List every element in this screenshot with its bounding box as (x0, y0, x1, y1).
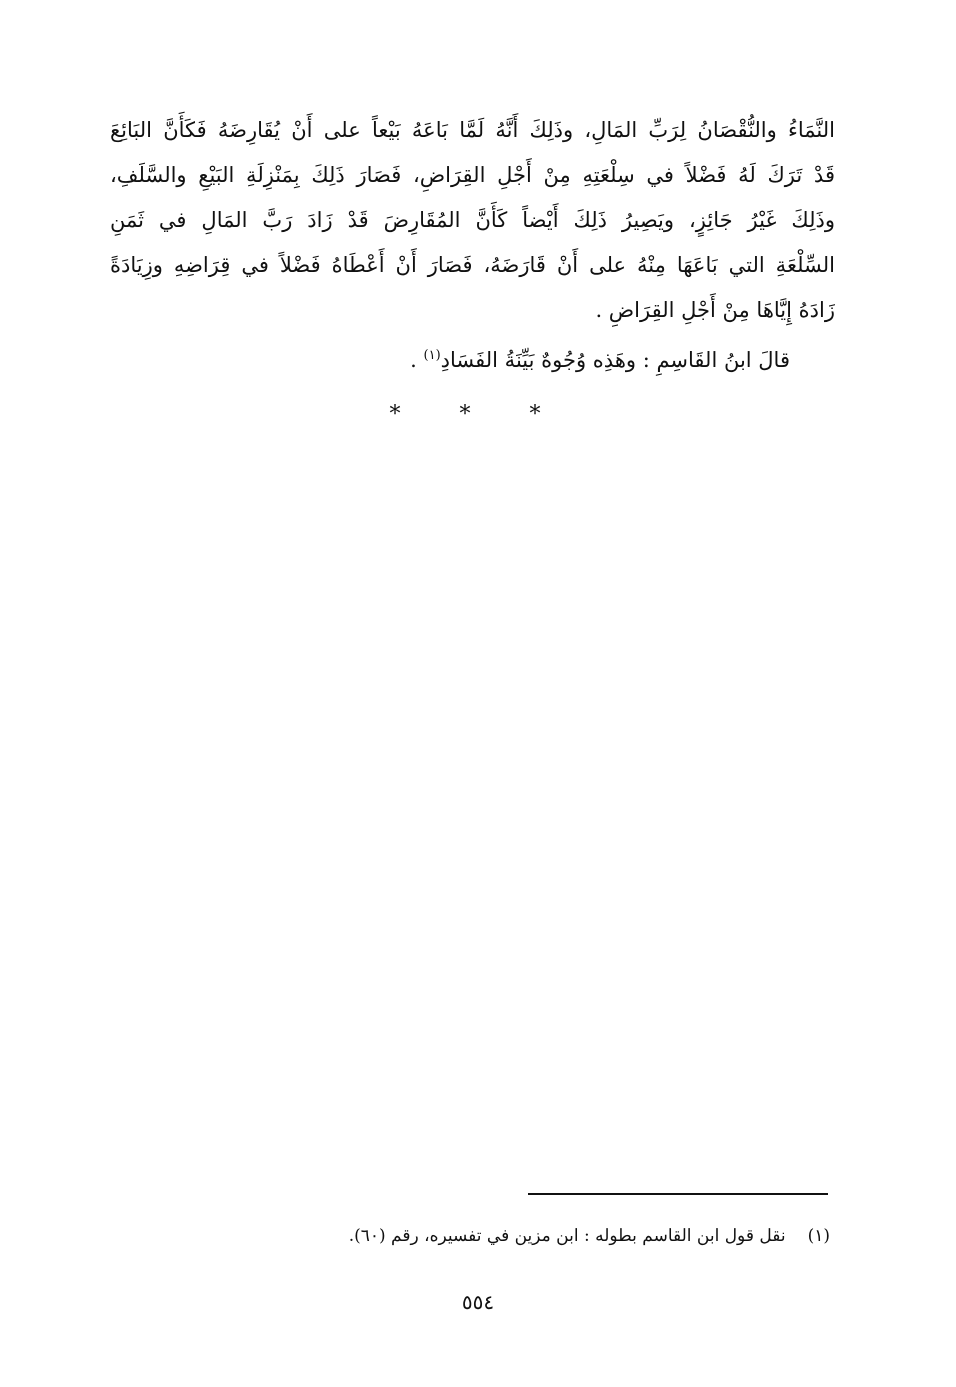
main-text (110, 108, 835, 378)
text-line-2: قَدْ تَرَكَ لَهُ فَضْلاً في سِلْعَتِهِ مِنْ أَجْلِ القِرَاضِ، فَصَارَ ذَلِكَ بِمَنْزِلَةِ البَيْعِ والسَّلَفِ، (110, 163, 835, 187)
text-line-1: النَّمَاءُ والنُّقْصَانُ لِرَبِّ المَالِ، وذَلِكَ أَنَّهُ لَمَّا بَاعَهُ بَيْعاً على أَنْ يُقَارِضَهُ فَكَأَنَّ البَائِعَ (110, 118, 835, 142)
footnote-divider (528, 1193, 828, 1195)
quote-end: . (410, 348, 424, 372)
footnote (300, 1222, 830, 1250)
text-line-4: السِّلْعَةِ التي بَاعَهَا مِنْهُ على أَنْ قَارَضَهُ، فَصَارَ أَنْ أَعْطَاهُ فَضْلاً في قِرَاضِهِ وزِيَادَةً (110, 253, 835, 277)
quote-text: قالَ ابنُ القَاسِمِ : وهَذِه وُجُوهٌ بَيِّنَةُ الفَسَادِ (440, 348, 790, 372)
section-separator: * * * (389, 402, 567, 427)
quote-line (110, 333, 835, 378)
footnote-number: (١) (807, 1226, 830, 1246)
footnote-reference[interactable]: (١) (423, 348, 441, 363)
text-line-3: وذَلِكَ غَيْرُ جَائِزٍ، ويَصِيرُ ذَلِكَ أَيْضاً كَأَنَّ المُقَارِضَ قَدْ زَادَ رَبَّ المَالِ في ثَمَنِ (110, 208, 835, 232)
page-number: ٥٥٤ (461, 1290, 495, 1314)
footnote-text: نقل قول ابن القاسم بطوله : ابن مزين في تفسيره، رقم (٦٠). (348, 1226, 786, 1246)
text-line-5: زَادَهُ إِيَّاهَا مِنْ أَجْلِ القِرَاضِ . (595, 298, 835, 322)
